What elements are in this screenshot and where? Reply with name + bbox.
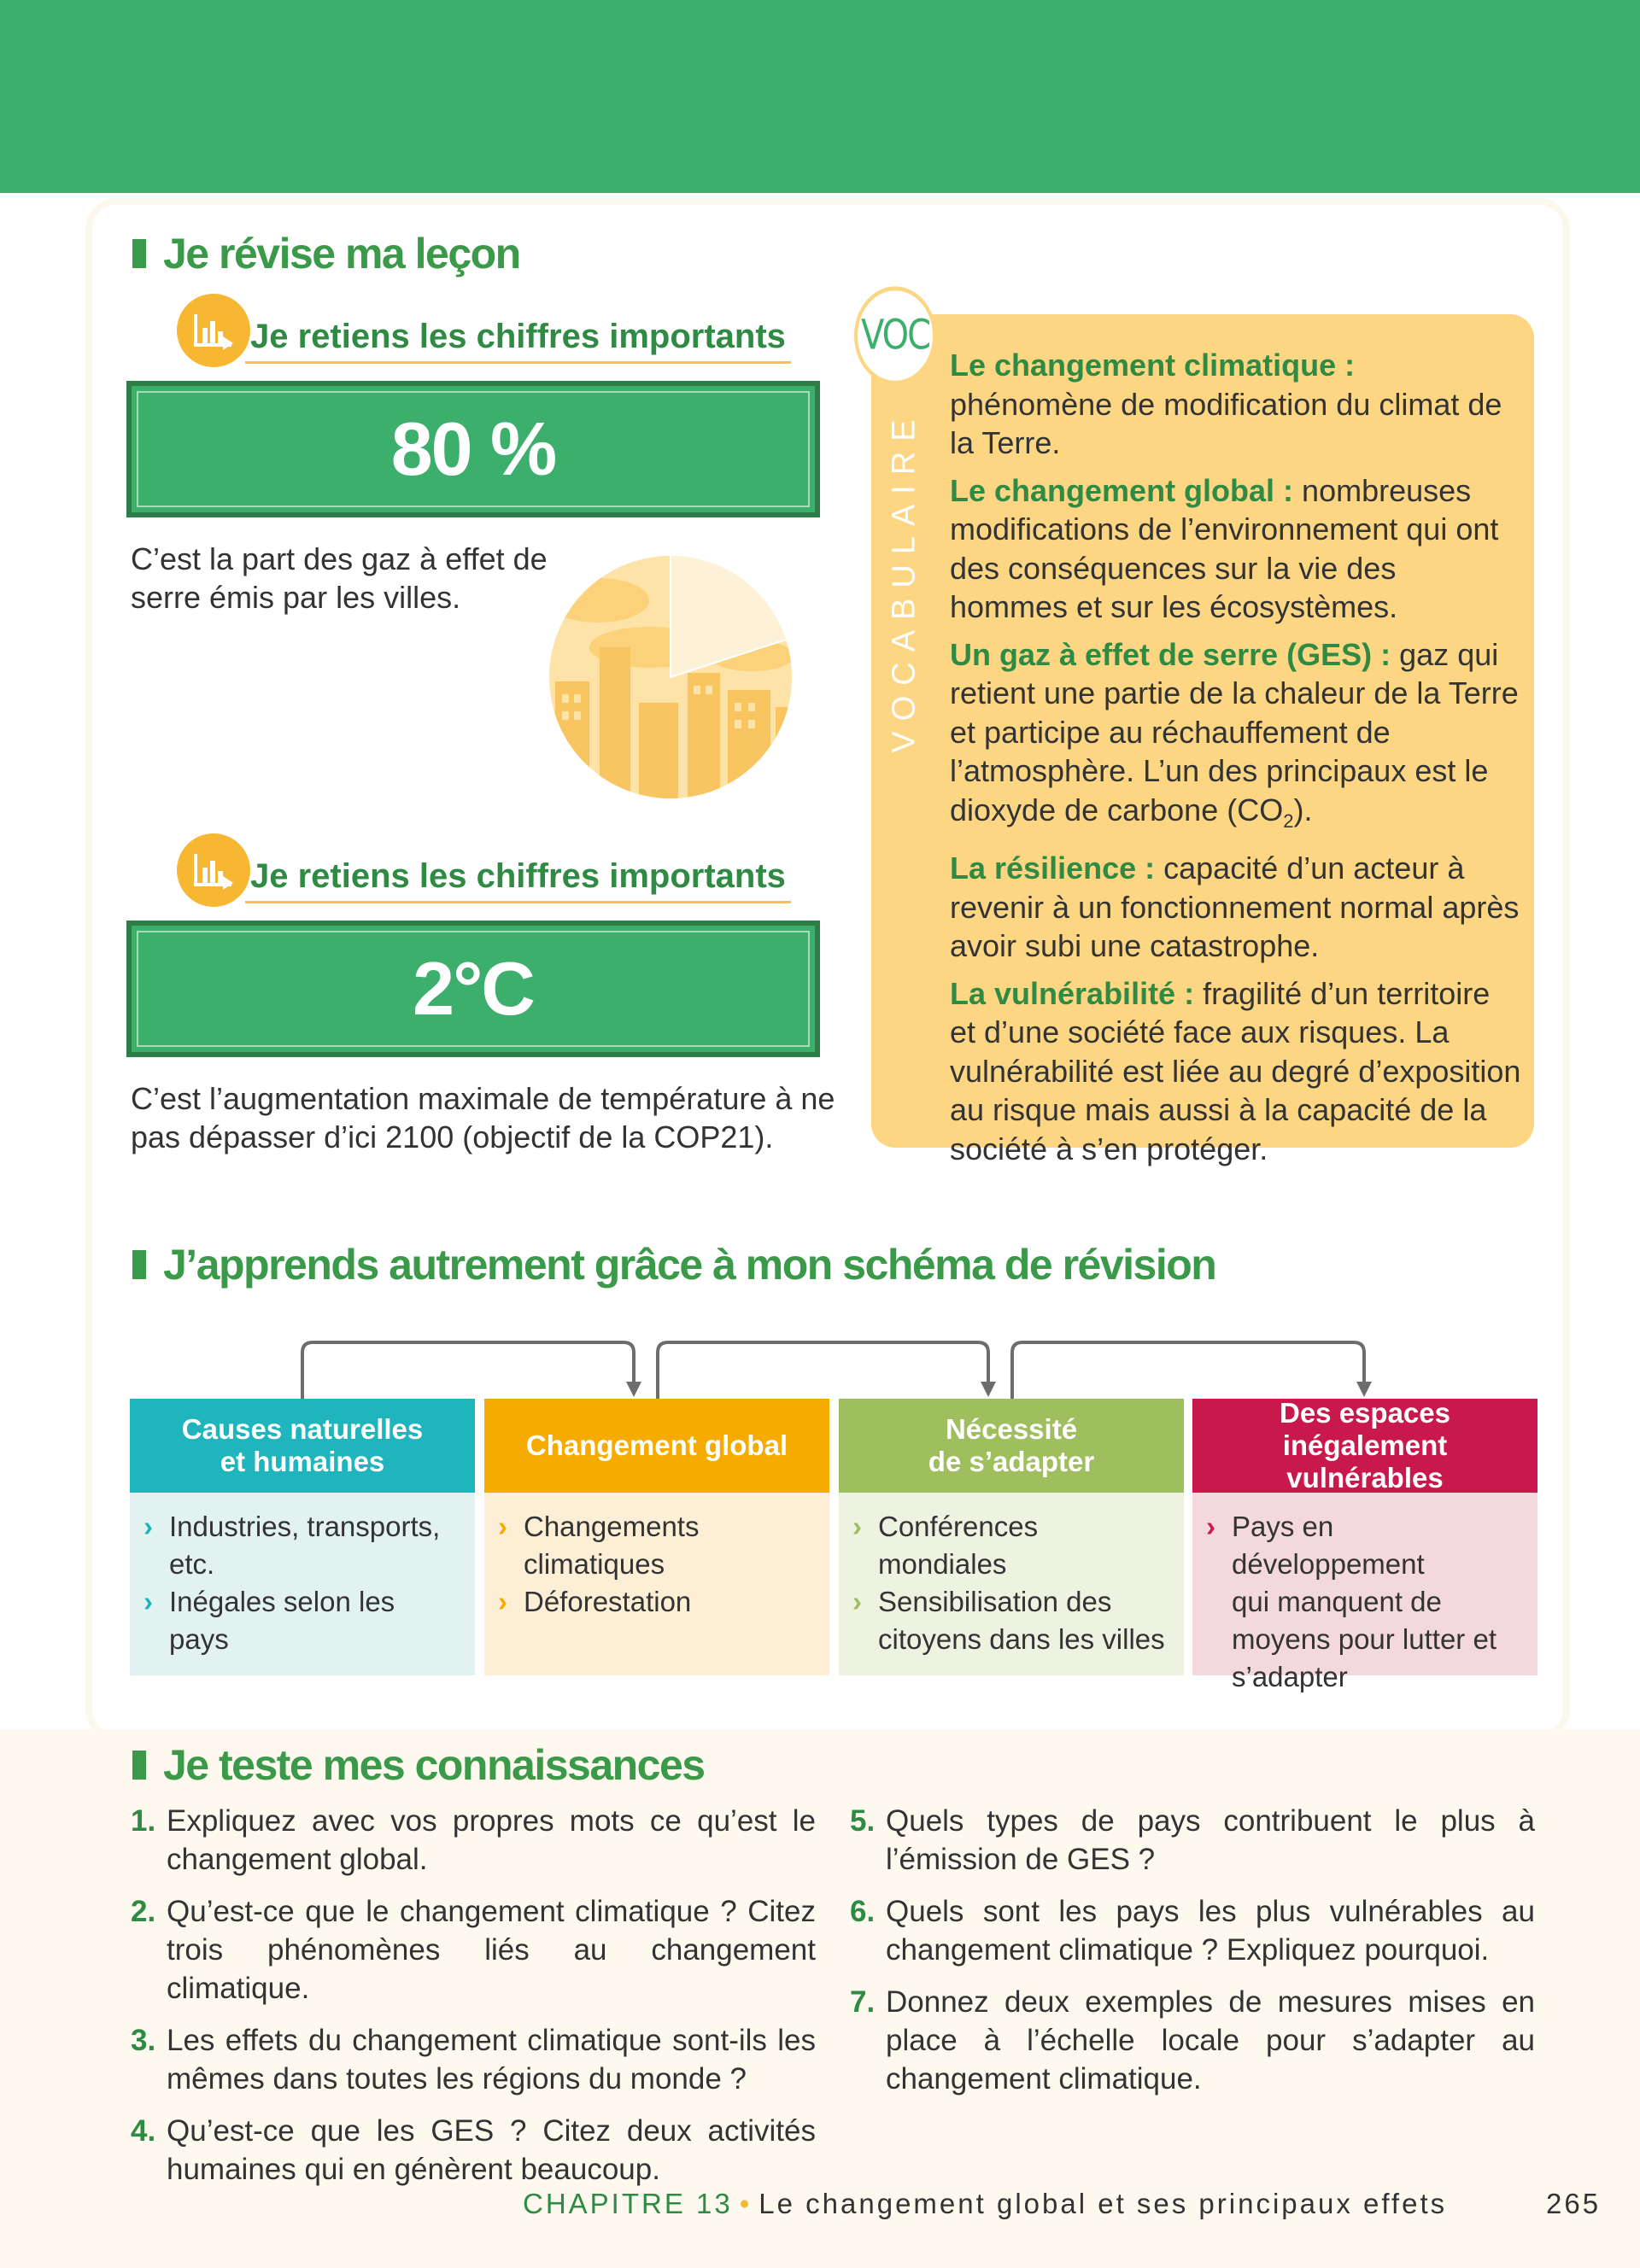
vocabulary-entry: La résilience : capacité d’un acteur à revenir à un fonctionnement normal après avoir subi une catastrophe. [950, 850, 1520, 964]
key-figure-value: 80 % [390, 406, 556, 491]
quiz-question: 4. Qu’est-ce que les GES ? Citez deux activités humaines qui en génèrent beaucoup. [131, 2114, 816, 2186]
section-marker-icon [132, 1250, 146, 1279]
vocabulary-entry: Un gaz à effet de serre (GES) : gaz qui retient une partie de la chaleur de la Terre et participe au réchauffement de l’atmosphère. L’un des principaux est le dioxyde de carbone $(CO_2)$. [950, 636, 1519, 832]
list-item: › Conférences mondiales [852, 1508, 1170, 1583]
schema-column-causes [130, 1399, 475, 1675]
quiz-question: 2. Qu’est-ce que le changement climatique ? Citez trois phénomènes liés au changement climatique. [131, 1895, 816, 2005]
list-item: › Changements climatiques [498, 1508, 816, 1583]
schema-column-header: Causes naturelles et humaines [130, 1399, 475, 1493]
chevron-right-icon: › [1206, 1511, 1215, 1542]
bar-chart-icon [177, 294, 250, 367]
key-figure-value-box-2 [126, 921, 820, 1057]
chevron-right-icon: › [498, 1511, 507, 1542]
list-item: › Pays en développement qui manquent de moyens pour lutter et s’adapter [1206, 1508, 1524, 1696]
page-footer [523, 2188, 1447, 2220]
chevron-right-icon: › [852, 1511, 862, 1542]
key-figure-description-2: C’est l’augmentation maximale de température à ne pas dépasser d’ici 2100 (objectif de la COP21). [131, 1081, 835, 1154]
key-figure-heading-text: Je retiens les chiffres importants [245, 857, 791, 903]
section-title-text: Je révise ma leçon [163, 230, 520, 278]
arrow-down-icon [1356, 1382, 1372, 1397]
vocabulary-entry: Le changement global : nombreuses modifications de l’environnement qui ont des conséquences sur la vie des hommes et sur les écosystèmes. [950, 472, 1499, 624]
section-title-test [132, 1740, 705, 1790]
section-marker-icon [132, 239, 146, 268]
quiz-question: 3. Les effets du changement climatique sont-ils les mêmes dans toutes les régions du monde ? [131, 2024, 816, 2096]
chevron-right-icon: › [144, 1586, 153, 1617]
arrow-down-icon [981, 1382, 996, 1397]
key-figure-heading-1 [177, 294, 791, 367]
quiz-question: 1. Expliquez avec vos propres mots ce qu’est le changement global. [131, 1804, 816, 1876]
chevron-right-icon: › [852, 1586, 862, 1617]
schema-column-header: Nécessité de s’adapter [839, 1399, 1184, 1493]
quiz-column-left [131, 1802, 816, 2202]
vocabulary-vertical-label: VOCABULAIRE [886, 408, 922, 753]
key-figure-description-1: C’est la part des gaz à effet de serre émis par les villes. [131, 541, 548, 615]
chevron-right-icon: › [498, 1586, 507, 1617]
section-title-revise [132, 229, 520, 278]
arrow-down-icon [626, 1382, 641, 1397]
schema-column-header: Des espaces inégalement vulnérables [1192, 1399, 1538, 1493]
quiz-question: 6. Quels sont les pays les plus vulnérables au changement climatique ? Expliquez pourquoi. [850, 1895, 1535, 1967]
section-title-text: Je teste mes connaissances [163, 1741, 705, 1789]
section-marker-icon [132, 1751, 146, 1780]
key-figure-value-box-1 [126, 381, 820, 517]
schema-column-vulnerable [1192, 1397, 1538, 1692]
bar-chart-icon [177, 833, 250, 907]
section-title-text: J’apprends autrement grâce à mon schéma de révision [163, 1241, 1216, 1289]
flow-connectors [0, 1332, 1640, 1404]
vocabulary-entry: Le changement climatique : phénomène de modification du climat de la Terre. [950, 348, 1502, 460]
vocabulary-list [950, 346, 1522, 1177]
vocabulary-entry: La vulnérabilité : fragilité d’un territoire et d’une société face aux risques. La vulnérabilité est liée au degré d’exposition au risque mais aussi à la capacité de la société à s’en protéger. [950, 975, 1521, 1166]
key-figure-heading-text: Je retiens les chiffres importants [245, 318, 791, 364]
list-item: › Sensibilisation des citoyens dans les villes [852, 1583, 1170, 1658]
key-figure-value: 2°C [413, 946, 534, 1031]
list-item: › Inégales selon les pays [144, 1583, 461, 1658]
city-pie-chart [547, 553, 794, 801]
chapter-title: Le changement global et ses principaux effets [758, 2188, 1448, 2219]
quiz-column-right [850, 1802, 1535, 2112]
section-title-schema [132, 1240, 1215, 1289]
schema-column-header: Changement global [484, 1399, 829, 1493]
voc-badge: VOC [854, 286, 936, 384]
list-item: › Industries, transports, etc. [144, 1508, 461, 1583]
quiz-question: 7. Donnez deux exemples de mesures mises en place à l’échelle locale pour s’adapter au changement climatique. [850, 1985, 1535, 2096]
quiz-question: 5. Quels types de pays contribuent le plus à l’émission de GES ? [850, 1804, 1535, 1876]
key-figure-heading-2 [177, 833, 791, 907]
header-banner [0, 0, 1640, 193]
list-item: › Déforestation [498, 1583, 816, 1621]
chapter-label: CHAPITRE 13 [523, 2188, 733, 2219]
chevron-right-icon: › [144, 1511, 153, 1542]
schema-column-adapt [839, 1399, 1184, 1675]
schema-column-global-change [484, 1399, 829, 1675]
bullet-icon: • [739, 2188, 753, 2219]
page-number: 265 [1546, 2188, 1602, 2219]
